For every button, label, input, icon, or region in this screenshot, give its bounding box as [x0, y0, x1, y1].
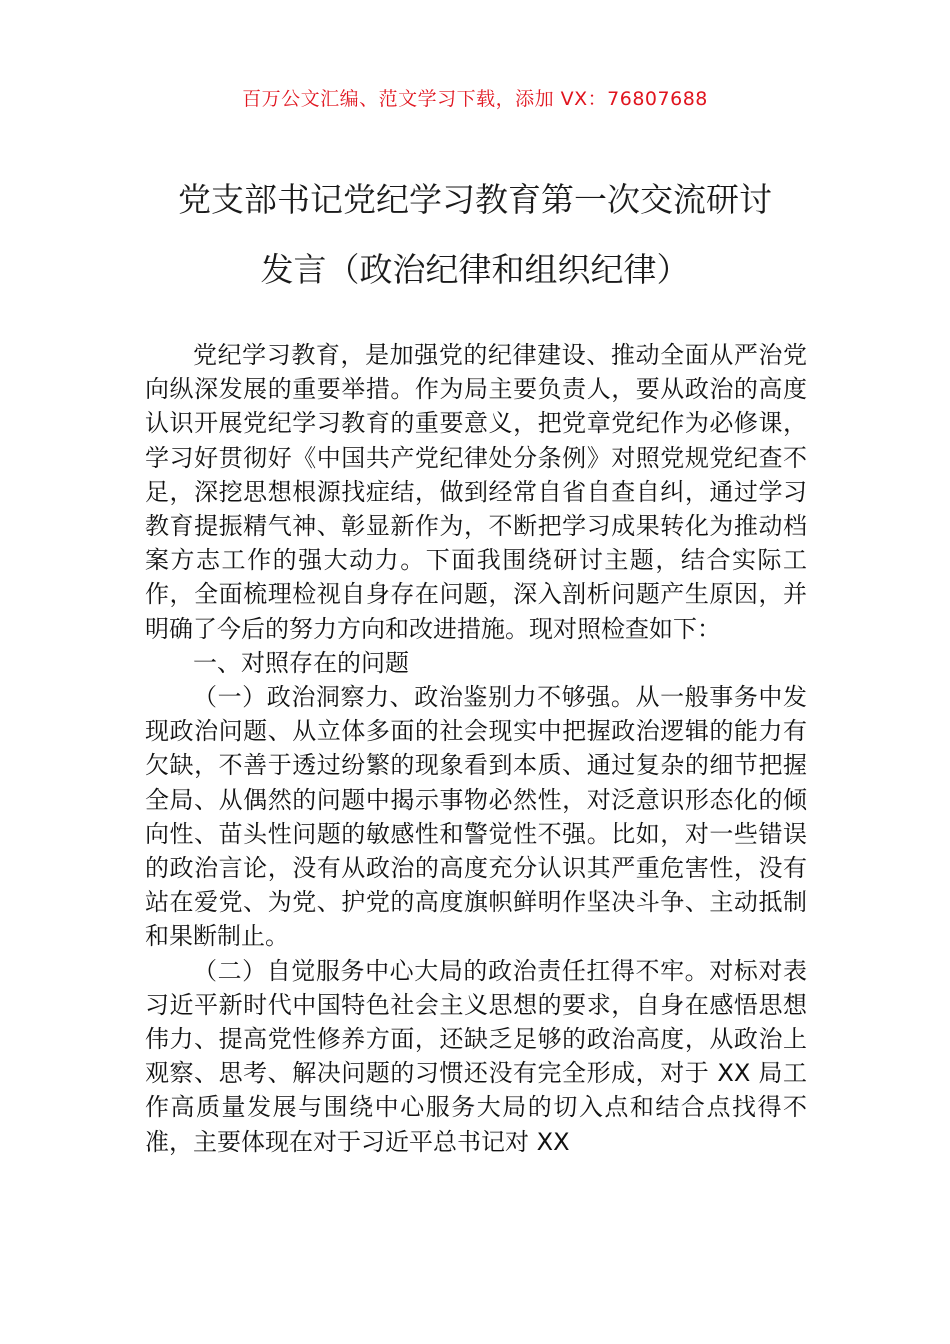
document-title-line-1: 党支部书记党纪学习教育第一次交流研讨	[178, 180, 772, 219]
paragraph-intro: 党纪学习教育，是加强党的纪律建设、推动全面从严治党向纵深发展的重要举措。作为局主要负责人，要从政治的高度认识开展党纪学习教育的重要意义，把党章党纪作为必修课，学习好贯彻好《中国共产党纪律处分条例》对照党规党纪查不足，深挖思想根源找症结，做到经常自省自查自纠，通过学习教育提振精气神、彰显新作为，不断把学习成果转化为推动档案方志工作的强大动力。下面我围绕研讨主题，结合实际工作，全面梳理检视自身存在问题，深入剖析问题产生原因，并明确了今后的努力方向和改进措施。现对照检查如下：	[145, 341, 807, 643]
paragraph-problem-1: （一）政治洞察力、政治鉴别力不够强。从一般事务中发现政治问题、从立体多面的社会现实中把握政治逻辑的能力有欠缺，不善于透过纷繁的现象看到本质、通过复杂的细节把握全局、从偶然的问题中揭示事物必然性，对泛意识形态化的倾向性、苗头性问题的敏感性和警觉性不强。比如，对一些错误的政治言论，没有从政治的高度充分认识其严重危害性，没有站在爱党、为党、护党的高度旗帜鲜明作坚决斗争、主动抵制和果断制止。	[145, 683, 807, 951]
document-body	[145, 338, 807, 1159]
header-watermark-note: 百万公文汇编、范文学习下载，添加 VX：76807688	[242, 88, 708, 110]
paragraph-problem-2: （二）自觉服务中心大局的政治责任扛得不牢。对标对表习近平新时代中国特色社会主义思想的要求，自身在感悟思想伟力、提高党性修养方面，还缺乏足够的政治高度，从政治上观察、思考、解决问题的习惯还没有完全形成，对于 XX 局工作高质量发展与围绕中心服务大局的切入点和结合点找得不准，主要体现在对于习近平总书记对 XX	[145, 956, 807, 1156]
section-heading-problems: 一、对照存在的问题	[193, 648, 409, 677]
document-title-line-2: 发言（政治纪律和组织纪律）	[260, 250, 690, 289]
